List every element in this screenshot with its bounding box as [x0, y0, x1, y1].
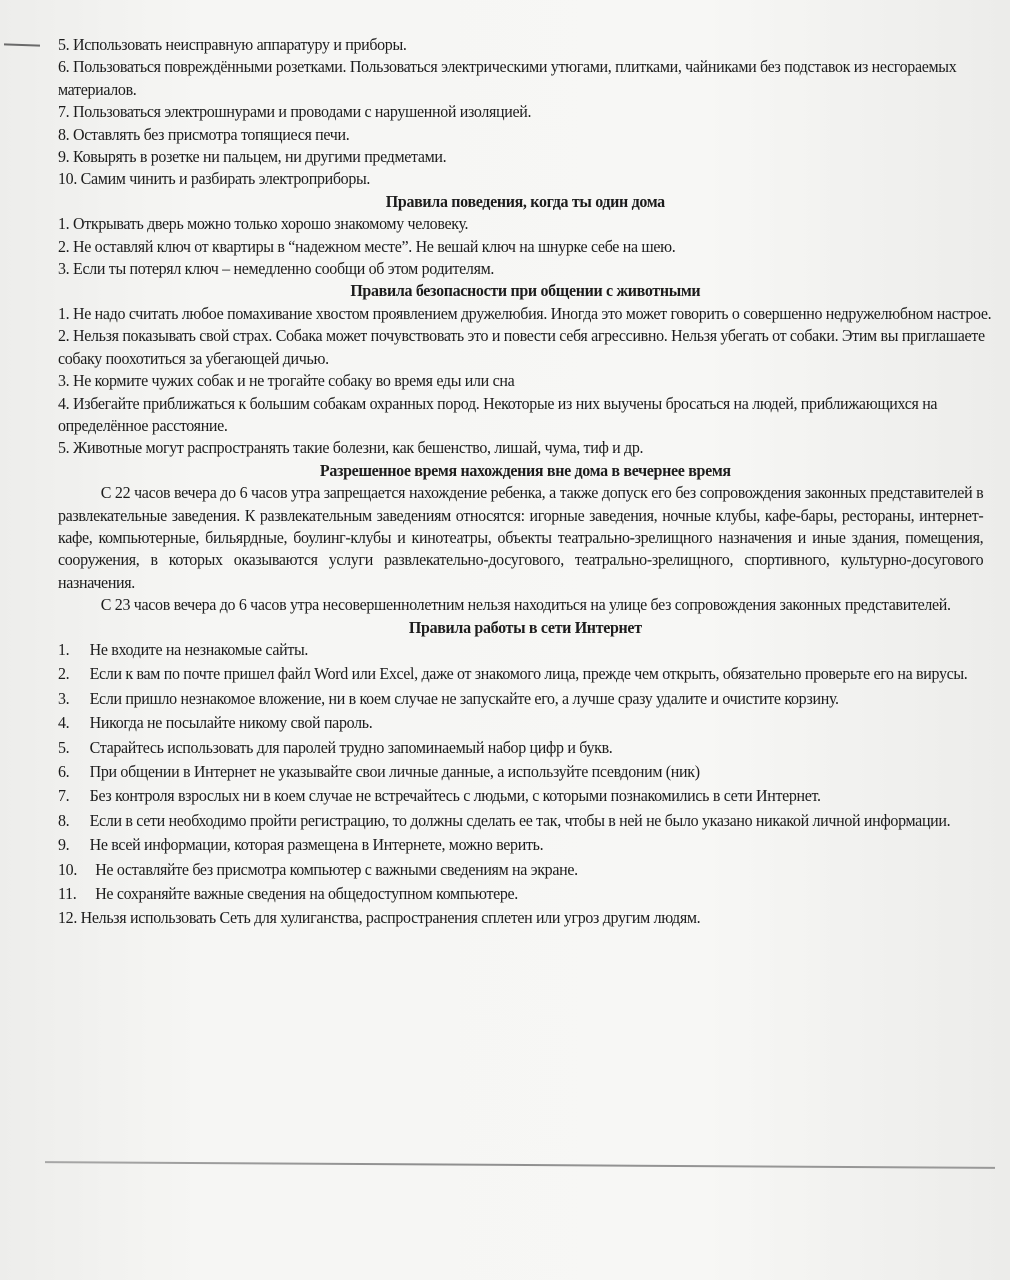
list-item — [58, 101, 993, 123]
list-item — [58, 325, 993, 370]
paragraph: С 23 часов вечера до 6 часов утра несовершеннолетним нельзя находиться на улице без сопровождения законных представителей. — [100, 595, 951, 615]
item-number: 11. — [58, 884, 77, 904]
item-text: Избегайте приближаться к большим собакам охранных пород. Некоторые из них выучены бросаться на людей, приближающихся на определённое расстояние. — [58, 393, 938, 435]
list-item — [58, 663, 993, 685]
section-home-alone — [58, 191, 993, 281]
list-item — [58, 712, 993, 734]
list-item — [58, 437, 993, 459]
item-number: 3. — [58, 371, 70, 391]
item-number: 5. — [58, 737, 70, 757]
item-text: Использовать неисправную аппаратуру и приборы. — [73, 35, 407, 54]
item-number: 5. — [58, 438, 70, 458]
item-number: 2. — [58, 236, 70, 256]
item-text: Самим чинить и разбирать электроприборы. — [80, 169, 371, 189]
item-text: Если пришло незнакомое вложение, ни в коем случае не запускайте его, а лучше сразу удалите и очистите корзину. — [89, 688, 839, 708]
item-number: 4. — [58, 393, 70, 413]
list-item — [58, 236, 993, 258]
section-heading: Правила работы в сети Интернет — [408, 617, 642, 637]
item-text: Ковырять в розетке ни пальцем, ни другими предметами. — [73, 147, 447, 167]
item-text: Если к вам по почте пришел файл Word или Excel, даже от знакомого лица, прежде чем открыть, обязательно проверьте его на вирусы. — [89, 664, 968, 684]
item-text: Если в сети необходимо пройти регистрацию, то должны сделать ее так, чтобы в ней не было указано никакой личной информации. — [89, 810, 951, 830]
list-item — [58, 785, 993, 807]
item-text: При общении в Интернет не указывайте свои личные данные, а используйте псевдоним (ник) — [89, 762, 700, 781]
list-item — [58, 688, 993, 710]
item-text: Без контроля взрослых ни в коем случае не встречайтесь с людьми, с которыми познакомились в сети Интернет. — [89, 786, 821, 806]
item-number: 3. — [58, 259, 70, 279]
item-number: 7. — [58, 102, 70, 122]
list-item — [58, 639, 993, 661]
paragraph: С 22 часов вечера до 6 часов утра запрещается нахождение ребенка, а также допуск его без сопровождения законных представителей в развлекательные заведения. К развлекательным заведениям относятся: игорные заведения, ночные клубы, кафе-бары, рестораны, интернет-кафе, компьютерные, бильярдные, боулинг-клубы и кинотеатры, объекты театрально-зрелищного назначения и иные здания, помещения, сооружения, в которых оказываются услуги развлекательно-досугового, театрально-зрелищного, спортивного, культурно-досугового назначения. — [58, 483, 984, 592]
item-number: 6. — [58, 57, 70, 77]
section-heading: Правила поведения, когда ты один дома — [385, 191, 665, 211]
item-text: Не кормите чужих собак и не трогайте собаку во время еды или сна — [73, 371, 515, 391]
item-text: Животные могут распространять такие болезни, как бешенство, лишай, чума, тиф и др. — [73, 438, 644, 458]
item-text: Пользоваться электрошнурами и проводами с нарушенной изоляцией. — [73, 102, 532, 122]
item-number: 5. — [58, 35, 70, 54]
item-number: 3. — [58, 688, 70, 708]
item-number: 12. — [58, 908, 78, 928]
item-number: 1. — [58, 214, 70, 234]
list-item — [58, 737, 993, 759]
item-number: 6. — [58, 762, 70, 781]
item-number: 1. — [58, 303, 70, 323]
list-item — [58, 834, 993, 856]
section-heading: Правила безопасности при общении с животными — [350, 281, 701, 301]
item-number: 7. — [58, 786, 70, 806]
item-number: 1. — [58, 639, 70, 659]
item-text: Не всей информации, которая размещена в Интернете, можно верить. — [89, 835, 544, 855]
margin-dash-mark — [4, 43, 40, 46]
item-text: Пользоваться повреждёнными розетками. Пользоваться электрическими утюгами, плитками, чайниками без подставок из несгораемых материалов. — [58, 57, 957, 99]
list-item — [58, 34, 993, 56]
document-body — [58, 34, 993, 932]
item-number: 8. — [58, 810, 70, 830]
list-item — [58, 258, 993, 280]
item-text: Не сохраняйте важные сведения на общедоступном компьютере. — [95, 884, 518, 904]
item-text: Не входите на незнакомые сайты. — [89, 639, 309, 659]
section-curfew — [58, 460, 993, 617]
list-item — [58, 859, 993, 881]
list-item — [58, 124, 993, 146]
item-text: Открывать дверь можно только хорошо знакомому человеку. — [73, 214, 469, 234]
list-item — [58, 146, 993, 168]
section-internet — [58, 617, 993, 930]
list-item — [58, 907, 993, 929]
item-text: Не оставляй ключ от квартиры в “надежном месте”. Не вешай ключ на шнурке себе на шею. — [73, 236, 676, 256]
item-number: 2. — [58, 326, 70, 346]
item-text: Не надо считать любое помахивание хвостом проявлением дружелюбия. Иногда это может говорить о совершенно недружелюбном настрое. — [73, 303, 992, 323]
list-item — [58, 56, 993, 101]
item-number: 9. — [58, 835, 70, 855]
item-number: 9. — [58, 147, 70, 167]
item-text: Никогда не посылайте никому свой пароль. — [89, 713, 373, 733]
section-animals — [58, 280, 993, 459]
list-item — [58, 761, 993, 783]
item-number: 10. — [58, 859, 78, 879]
item-text: Если ты потерял ключ – немедленно сообщи об этом родителям. — [73, 259, 495, 279]
list-item — [58, 370, 993, 392]
list-item — [58, 168, 993, 190]
list-item — [58, 303, 993, 325]
item-number: 10. — [58, 169, 78, 189]
item-text: Оставлять без присмотра топящиеся печи. — [73, 124, 350, 144]
item-text: Не оставляйте без присмотра компьютер с важными сведениям на экране. — [95, 859, 578, 879]
item-text: Старайтесь использовать для паролей трудно запоминаемый набор цифр и букв. — [89, 737, 613, 757]
item-number: 8. — [58, 124, 70, 144]
list-item — [58, 213, 993, 235]
list-item — [58, 883, 993, 905]
item-number: 2. — [58, 664, 70, 684]
item-text: Нельзя использовать Сеть для хулиганства, распространения сплетен или угроз другим людям. — [80, 908, 701, 928]
item-text: Нельзя показывать свой страх. Собака может почувствовать это и повести себя агрессивно. Нельзя убегать от собаки. Этим вы приглашаете собаку поохотиться за убегающей дичью. — [58, 326, 985, 368]
list-item — [58, 810, 993, 832]
section-heading: Разрешенное время нахождения вне дома в вечернее время — [319, 460, 731, 480]
bottom-divider-line — [45, 1161, 995, 1169]
electrical-safety-list — [58, 34, 993, 191]
item-number: 4. — [58, 713, 70, 733]
list-item — [58, 393, 993, 438]
